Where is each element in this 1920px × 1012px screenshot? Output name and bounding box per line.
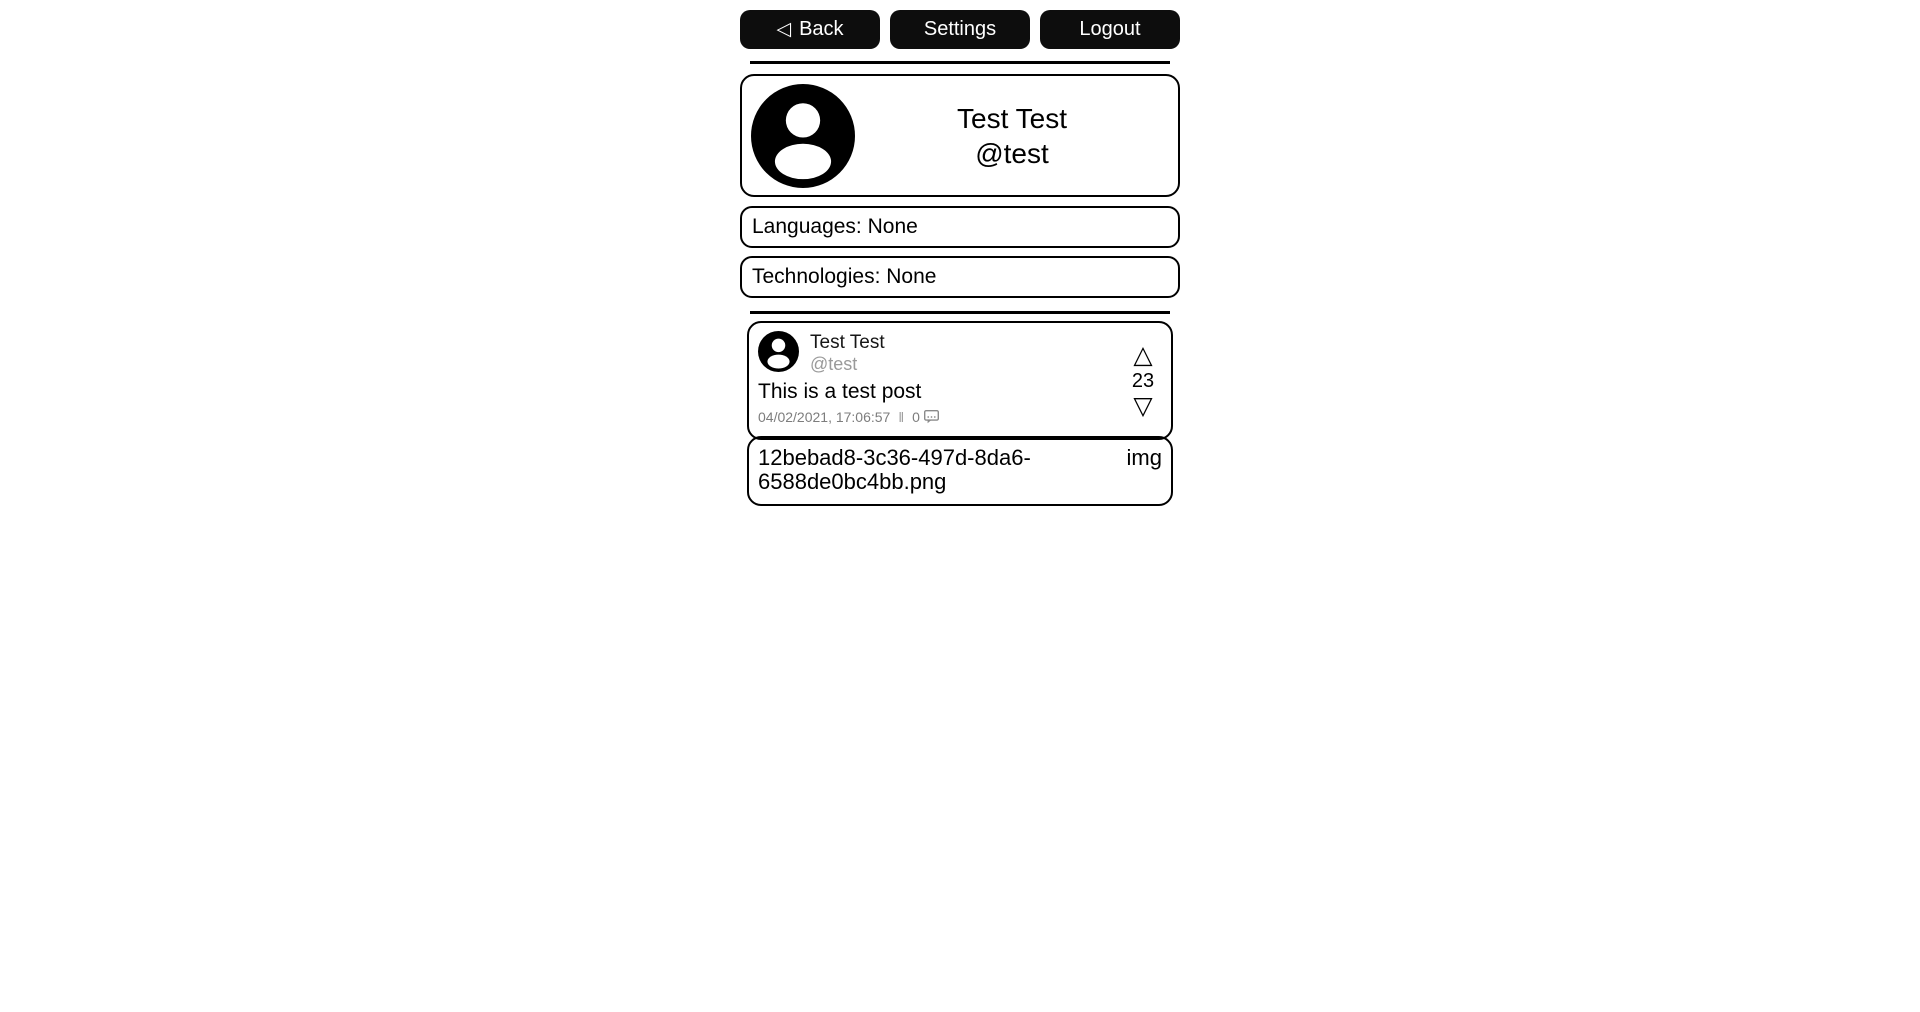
post-author-avatar-icon bbox=[758, 331, 799, 372]
languages-box bbox=[740, 206, 1180, 248]
back-button-label: Back bbox=[799, 18, 844, 40]
back-icon: ◁ bbox=[776, 19, 792, 40]
upvote-button[interactable]: △ bbox=[1133, 340, 1153, 369]
post-author-handle: @test bbox=[810, 354, 858, 374]
languages-label: Languages: None bbox=[752, 215, 918, 238]
logout-button-label: Logout bbox=[1079, 18, 1141, 40]
technologies-label: Technologies: None bbox=[752, 265, 937, 288]
settings-button[interactable] bbox=[890, 10, 1030, 49]
toolbar bbox=[740, 10, 1180, 49]
profile-avatar-icon bbox=[751, 84, 855, 188]
back-button[interactable] bbox=[740, 10, 880, 49]
post-item bbox=[747, 321, 1173, 506]
profile-handle: @test bbox=[975, 137, 1049, 169]
downvote-button[interactable]: ▽ bbox=[1133, 391, 1153, 420]
vote-column bbox=[1121, 331, 1165, 434]
post-author-name: Test Test bbox=[810, 332, 885, 353]
meta-separator: ‖ bbox=[898, 409, 905, 425]
divider-posts bbox=[750, 311, 1170, 314]
post-main bbox=[758, 331, 1121, 434]
post-body-text: This is a test post bbox=[758, 380, 922, 403]
attachment-item[interactable] bbox=[747, 436, 1173, 506]
profile-name: Test Test bbox=[957, 102, 1067, 134]
profile-card bbox=[740, 74, 1180, 197]
post-meta bbox=[758, 409, 1121, 425]
post-card[interactable] bbox=[747, 321, 1173, 440]
post-timestamp: 04/02/2021, 17:06:57 bbox=[758, 409, 891, 425]
attachment-type-label: img bbox=[1126, 445, 1162, 470]
post-author bbox=[810, 331, 885, 374]
comment-count: 0 bbox=[912, 409, 920, 425]
profile-identity bbox=[855, 101, 1169, 171]
logout-button[interactable] bbox=[1040, 10, 1180, 49]
post-header bbox=[758, 331, 1121, 374]
comment-bubble-icon bbox=[924, 410, 939, 424]
settings-button-label: Settings bbox=[923, 18, 997, 40]
main-content bbox=[740, 0, 1180, 506]
technologies-box bbox=[740, 256, 1180, 298]
divider-top bbox=[750, 61, 1170, 64]
vote-score: 23 bbox=[1131, 369, 1155, 392]
attachment-filename: 12bebad8-3c36-497d-8da6-6588de0bc4bb.png bbox=[758, 445, 1031, 494]
